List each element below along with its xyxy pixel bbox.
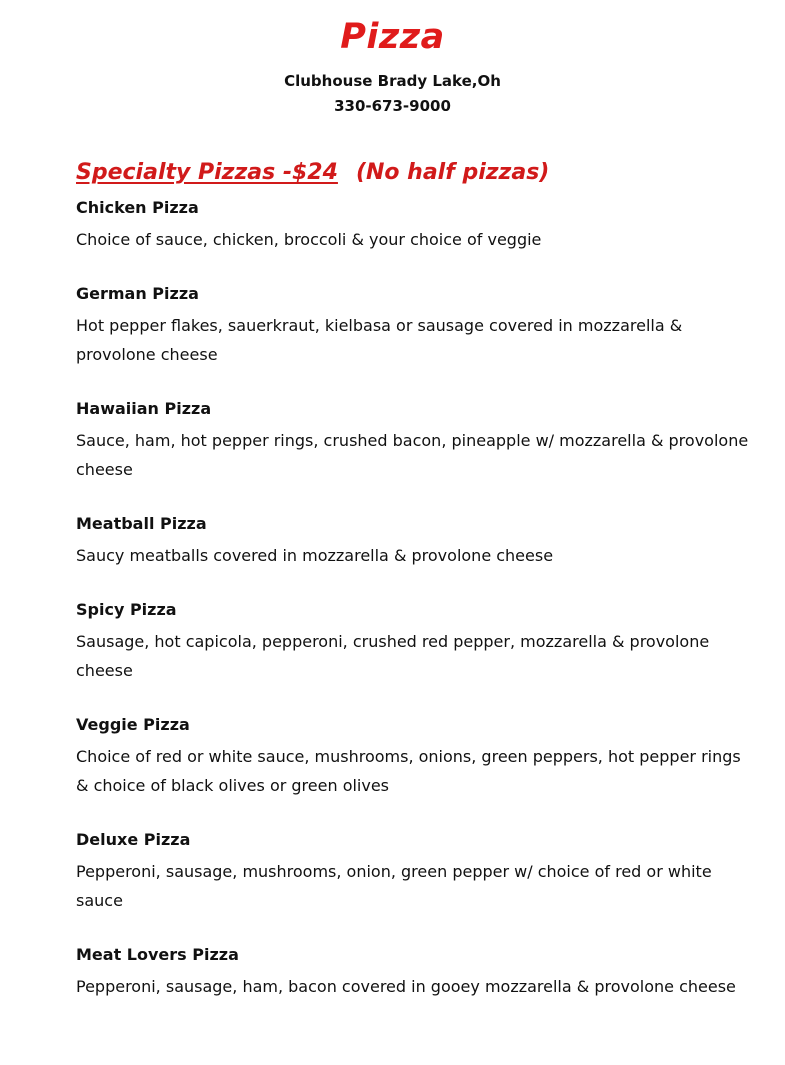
phone-number: 330-673-9000: [334, 97, 451, 115]
menu-item-name: Deluxe Pizza: [76, 830, 191, 849]
menu-item-description: Choice of red or white sauce, mushrooms, onions, green peppers, hot pepper rings & choice of black olives or green olives: [76, 747, 741, 795]
menu-item-meatball-pizza: [76, 512, 756, 570]
menu-item-name: Meat Lovers Pizza: [76, 945, 239, 964]
menu-item-description: Pepperoni, sausage, ham, bacon covered in gooey mozzarella & provolone cheese: [76, 977, 736, 996]
menu-item-name: Meatball Pizza: [76, 514, 207, 533]
menu-item-description: Pepperoni, sausage, mushrooms, onion, green pepper w/ choice of red or white sauce: [76, 862, 712, 910]
menu-item-name: Veggie Pizza: [76, 715, 190, 734]
section-note: (No half pizzas): [355, 160, 550, 185]
menu-item-description: Sausage, hot capicola, pepperoni, crushed red pepper, mozzarella & provolone cheese: [76, 632, 710, 680]
menu-item-meat-lovers-pizza: [76, 943, 756, 1001]
menu-item-description: Sauce, ham, hot pepper rings, crushed bacon, pineapple w/ mozzarella & provolone cheese: [76, 431, 749, 479]
menu-item-veggie-pizza: [76, 713, 756, 800]
menu-item-description: Saucy meatballs covered in mozzarella & provolone cheese: [76, 546, 554, 565]
page-title: Pizza: [340, 17, 445, 57]
menu-item-chicken-pizza: [76, 196, 756, 254]
menu-item-description: Hot pepper flakes, sauerkraut, kielbasa or sausage covered in mozzarella & provolone cheese: [76, 316, 683, 364]
menu-item-deluxe-pizza: [76, 828, 756, 915]
section-heading: [76, 158, 549, 188]
section-title-price: Specialty Pizzas -$24: [76, 160, 338, 185]
menu-item-name: Spicy Pizza: [76, 600, 177, 619]
location-text: Clubhouse Brady Lake,Oh: [284, 72, 501, 90]
menu-item-german-pizza: [76, 282, 756, 369]
menu-item-name: Chicken Pizza: [76, 198, 199, 217]
menu-item-hawaiian-pizza: [76, 397, 756, 484]
menu-item-description: Choice of sauce, chicken, broccoli & your choice of veggie: [76, 230, 542, 249]
menu-item-spicy-pizza: [76, 598, 756, 685]
menu-item-name: Hawaiian Pizza: [76, 399, 212, 418]
menu-list: [76, 196, 756, 1029]
menu-item-name: German Pizza: [76, 284, 199, 303]
